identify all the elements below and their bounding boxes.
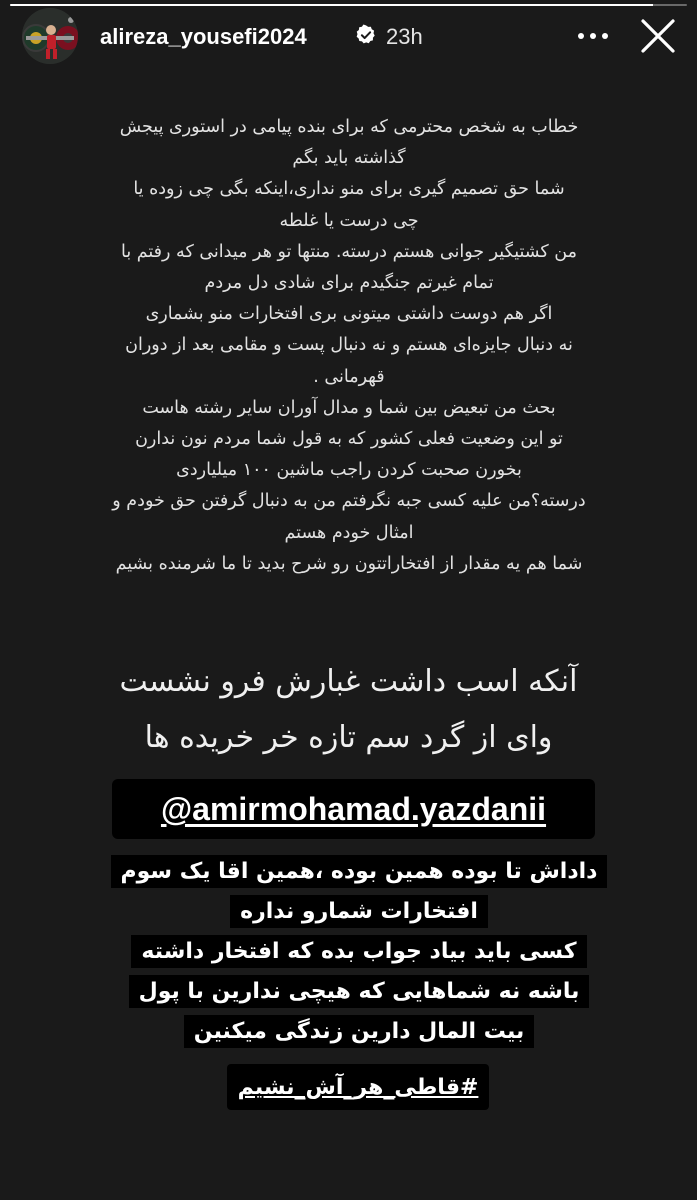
story-line: تو این وضعیت فعلی کشور که به قول شما مردم نون ندارن (135, 429, 563, 450)
reply-line: کسی باید بیاد جواب بده که افتخار داشته (131, 935, 586, 968)
more-dot (590, 33, 596, 39)
story-line: شما حق تصمیم گیری برای منو نداری،اینکه بگی چی زوده یا (133, 179, 565, 200)
story-line: چی درست یا غلطه (279, 210, 419, 231)
story-line: من کشتیگیر جوانی هستم درسته. منتها تو هر میدانی که رفتم با (120, 241, 578, 262)
story-line: امثال خودم هستم (284, 522, 414, 543)
more-dot (578, 33, 584, 39)
mention-sticker[interactable]: @amirmohamad.yazdanii (112, 779, 595, 839)
avatar-image (22, 8, 78, 64)
poem-line: وای از گرد سم تازه خر خریده ها (144, 720, 553, 755)
reply-line: افتخارات شمارو نداره (230, 895, 488, 928)
story-line: درسته؟من علیه کسی جبه نگرفتم من به دنبال گرفتن حق خودم و (112, 491, 586, 512)
more-options-icon[interactable] (568, 18, 618, 54)
reply-line: باشه نه شماهایی که هیچی ندارین با پول (129, 975, 590, 1008)
story-line: بحث من تبعیض بین شما و مدال آوران سایر رشته هاست (142, 397, 556, 418)
poem-text (40, 654, 657, 766)
story-timestamp: 23h (386, 24, 423, 49)
reply-line: داداش تا بوده همین بوده ،همین اقا یک سوم (111, 855, 608, 888)
poem-line: آنکه اسب داشت غبارش فرو نشست (119, 664, 578, 699)
hashtag-sticker[interactable]: #قاطی_هر_آش_نشیم (227, 1064, 489, 1110)
story-line: شما هم یه مقدار از افتخاراتتون رو شرح بدید تا ما شرمنده بشیم (115, 553, 583, 574)
story-line: نه دنبال جایزه‌ای هستم و نه دنبال پست و مقامی بعد از دوران (125, 335, 573, 356)
story-line: بخورن صحبت کردن راجب ماشین ۱۰۰ میلیاردی (176, 460, 522, 481)
reply-text-block (100, 852, 618, 1052)
username[interactable]: alireza_yousefi2024 (100, 24, 307, 49)
story-line: اگر هم دوست داشتی میتونی بری افتخارات منو بشماری (145, 304, 553, 325)
story-line: تمام غیرتم جنگیدم برای شادی دل مردم (204, 273, 494, 294)
story-line: خطاب به شخص محترمی که برای بنده پیامی در استوری پیجش (119, 117, 579, 137)
story-message-text (60, 112, 638, 580)
more-dot (602, 33, 608, 39)
story-header (0, 0, 697, 75)
verified-badge-icon (355, 24, 377, 46)
reply-line: بیت المال دارین زندگی میکنین (184, 1015, 534, 1048)
story-line: گذاشته باید بگم (292, 148, 406, 169)
avatar[interactable] (22, 8, 78, 64)
close-icon[interactable] (638, 16, 678, 56)
story-line: قهرمانی . (313, 366, 385, 387)
